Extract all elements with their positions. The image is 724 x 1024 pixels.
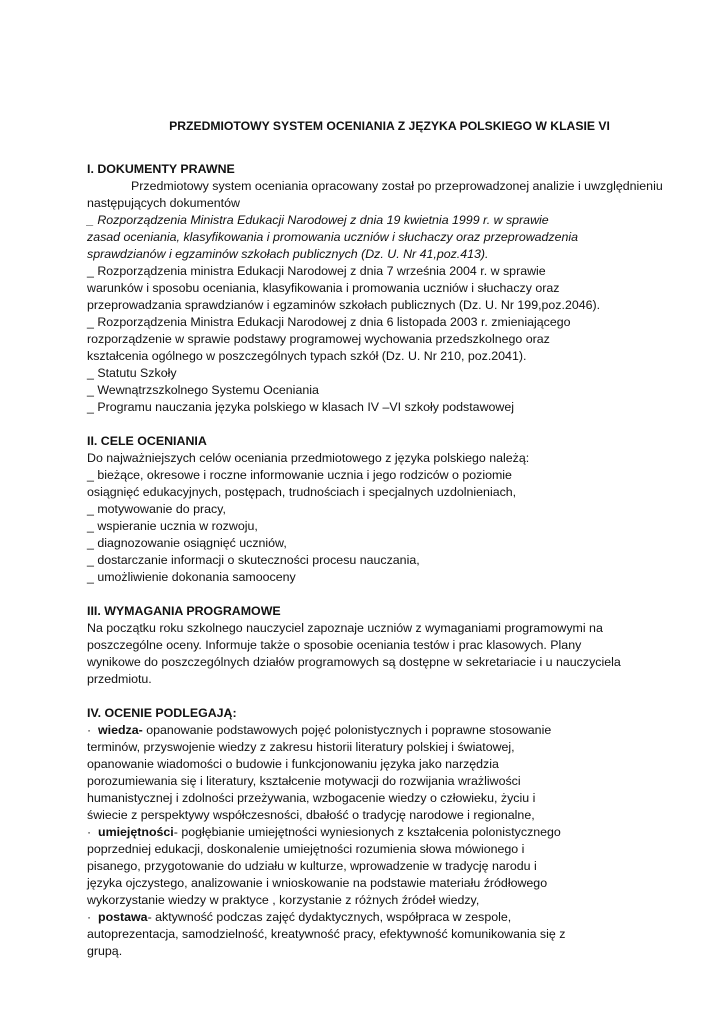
text-line: humanistycznej i zdolności przeżywania, wzbogacenie wiedzy o człowieku, życiu i xyxy=(87,791,536,805)
goal-item-continuation: osiągnięć edukacyjnych, postępach, trudnościach i specjalnych uzdolnieniach, xyxy=(87,485,517,499)
text-line xyxy=(87,824,664,841)
legal-document-item: _ Statutu Szkoły xyxy=(87,366,177,380)
area-description: opanowanie podstawowych pojęć polonistycznych i poprawne stosowanie xyxy=(142,723,552,737)
text-line: zasad oceniania, klasyfikowania i promowania uczniów i słuchaczy oraz przeprowadzenia xyxy=(87,230,579,244)
text-line: kształcenia ogólnego w poszczególnych typach szkół (Dz. U. Nr 210, poz.2041). xyxy=(87,349,527,363)
text-line: języka ojczystego, analizowanie i wnioskowanie na podstawie materiału źródłowego xyxy=(87,876,548,890)
text-line: terminów, przyswojenie wiedzy z zakresu historii literatury polskiej i światowej, xyxy=(87,740,515,754)
goal-item: _ umożliwienie dokonania samooceny xyxy=(87,570,296,584)
text-line xyxy=(87,909,664,926)
section-intro: Przedmiotowy system oceniania opracowany został po przeprowadzonej analizie i uwzględnieniu następujących dokumentów xyxy=(87,179,663,210)
section-assessed-areas xyxy=(87,705,664,960)
text-line: pisanego, przygotowanie do udziału w kulturze, wprowadzenie w tradycję narodu i xyxy=(87,859,537,873)
area-description: - pogłębianie umiejętności wyniesionych z kształcenia polonistycznego xyxy=(173,825,561,839)
area-description: - aktywność podczas zajęć dydaktycznych, współpraca w zespole, xyxy=(147,910,512,924)
section-program-requirements xyxy=(87,603,664,688)
goal-item: _ motywowanie do pracy, xyxy=(87,502,226,516)
bullet-icon: · xyxy=(87,910,92,924)
area-term: wiedza- xyxy=(98,723,143,737)
text-line: sprawdzianów i egzaminów szkołach publicznych (Dz. U. Nr 41,poz.413). xyxy=(87,247,489,261)
text-line: autoprezentacja, samodzielność, kreatywność pracy, efektywność komunikowania się z xyxy=(87,927,566,941)
section-heading: I. DOKUMENTY PRAWNE xyxy=(87,162,235,176)
text-line: _ Rozporządzenia Ministra Edukacji Narodowej z dnia 19 kwietnia 1999 r. w sprawie xyxy=(87,213,549,227)
text-line: poprzedniej edukacji, doskonalenie umiejętności rozumienia słowa mówionego i xyxy=(87,842,525,856)
assessed-area-attitude xyxy=(87,909,664,960)
text-line: porozumiewania się i literatury, kształcenie motywacji do rozwijania wrażliwości xyxy=(87,774,521,788)
text-line: wynikowe do poszczególnych działów programowych są dostępne w sekretariacie i u nauczyciela xyxy=(87,655,621,669)
goal-item: _ diagnozowanie osiągnięć uczniów, xyxy=(87,536,287,550)
assessed-area-skills xyxy=(87,824,664,909)
section-heading: IV. OCENIE PODLEGAJĄ: xyxy=(87,706,237,720)
goal-item: _ bieżące, okresowe i roczne informowanie ucznia i jego rodziców o poziomie xyxy=(87,468,512,482)
text-line: grupą. xyxy=(87,944,123,958)
text-line: rozporządzenie w sprawie podstawy programowej wychowania przedszkolnego oraz xyxy=(87,332,550,346)
legal-document-item: _ Programu nauczania języka polskiego w klasach IV –VI szkoły podstawowej xyxy=(87,400,515,414)
legal-document-item: _ Wewnątrzszkolnego Systemu Oceniania xyxy=(87,383,319,397)
area-term: umiejętności xyxy=(98,825,174,839)
section-heading: II. CELE OCENIANIA xyxy=(87,434,207,448)
section-intro: Do najważniejszych celów oceniania przedmiotowego z języka polskiego należą: xyxy=(87,451,530,465)
goal-item: _ wspieranie ucznia w rozwoju, xyxy=(87,519,258,533)
bullet-icon: · xyxy=(87,825,92,839)
section-heading: III. WYMAGANIA PROGRAMOWE xyxy=(87,604,281,618)
text-line: _ Rozporządzenia ministra Edukacji Narodowej z dnia 7 września 2004 r. w sprawie xyxy=(87,264,546,278)
goal-item: _ dostarczanie informacji o skuteczności procesu nauczania, xyxy=(87,553,420,567)
text-line: poszczególne oceny. Informuje także o sposobie oceniania testów i prac klasowych. Plany xyxy=(87,638,582,652)
text-line: wykorzystanie wiedzy w praktyce , korzystanie z różnych źródeł wiedzy, xyxy=(87,893,480,907)
area-term: postawa xyxy=(98,910,148,924)
text-line: warunków i sposobu oceniania, klasyfikowania i promowania uczniów i słuchaczy oraz xyxy=(87,281,560,295)
text-line: przeprowadzania sprawdzianów i egzaminów szkołach publicznych (Dz. U. Nr 199,poz.2046). xyxy=(87,298,601,312)
document-title: PRZEDMIOTOWY SYSTEM OCENIANIA Z JĘZYKA POLSKIEGO W KLASIE VI xyxy=(169,119,610,133)
legal-document-item xyxy=(87,212,664,263)
legal-document-item xyxy=(87,263,664,314)
text-line: świecie z perspektywy współczesności, dbałość o tradycję narodowe i regionalne, xyxy=(87,808,535,822)
text-line xyxy=(87,722,664,739)
text-line: Na początku roku szkolnego nauczyciel zapoznaje uczniów z wymaganiami programowymi na xyxy=(87,621,603,635)
assessed-area-knowledge xyxy=(87,722,664,824)
bullet-icon: · xyxy=(87,723,92,737)
section-legal-documents xyxy=(87,161,664,416)
legal-document-item xyxy=(87,314,664,365)
text-line: opanowanie wiadomości o budowie i funkcjonowaniu języka jako narzędzia xyxy=(87,757,499,771)
text-line: przedmiotu. xyxy=(87,672,152,686)
text-line: _ Rozporządzenia Ministra Edukacji Narodowej z dnia 6 listopada 2003 r. zmieniającego xyxy=(87,315,571,329)
section-assessment-goals xyxy=(87,433,664,586)
